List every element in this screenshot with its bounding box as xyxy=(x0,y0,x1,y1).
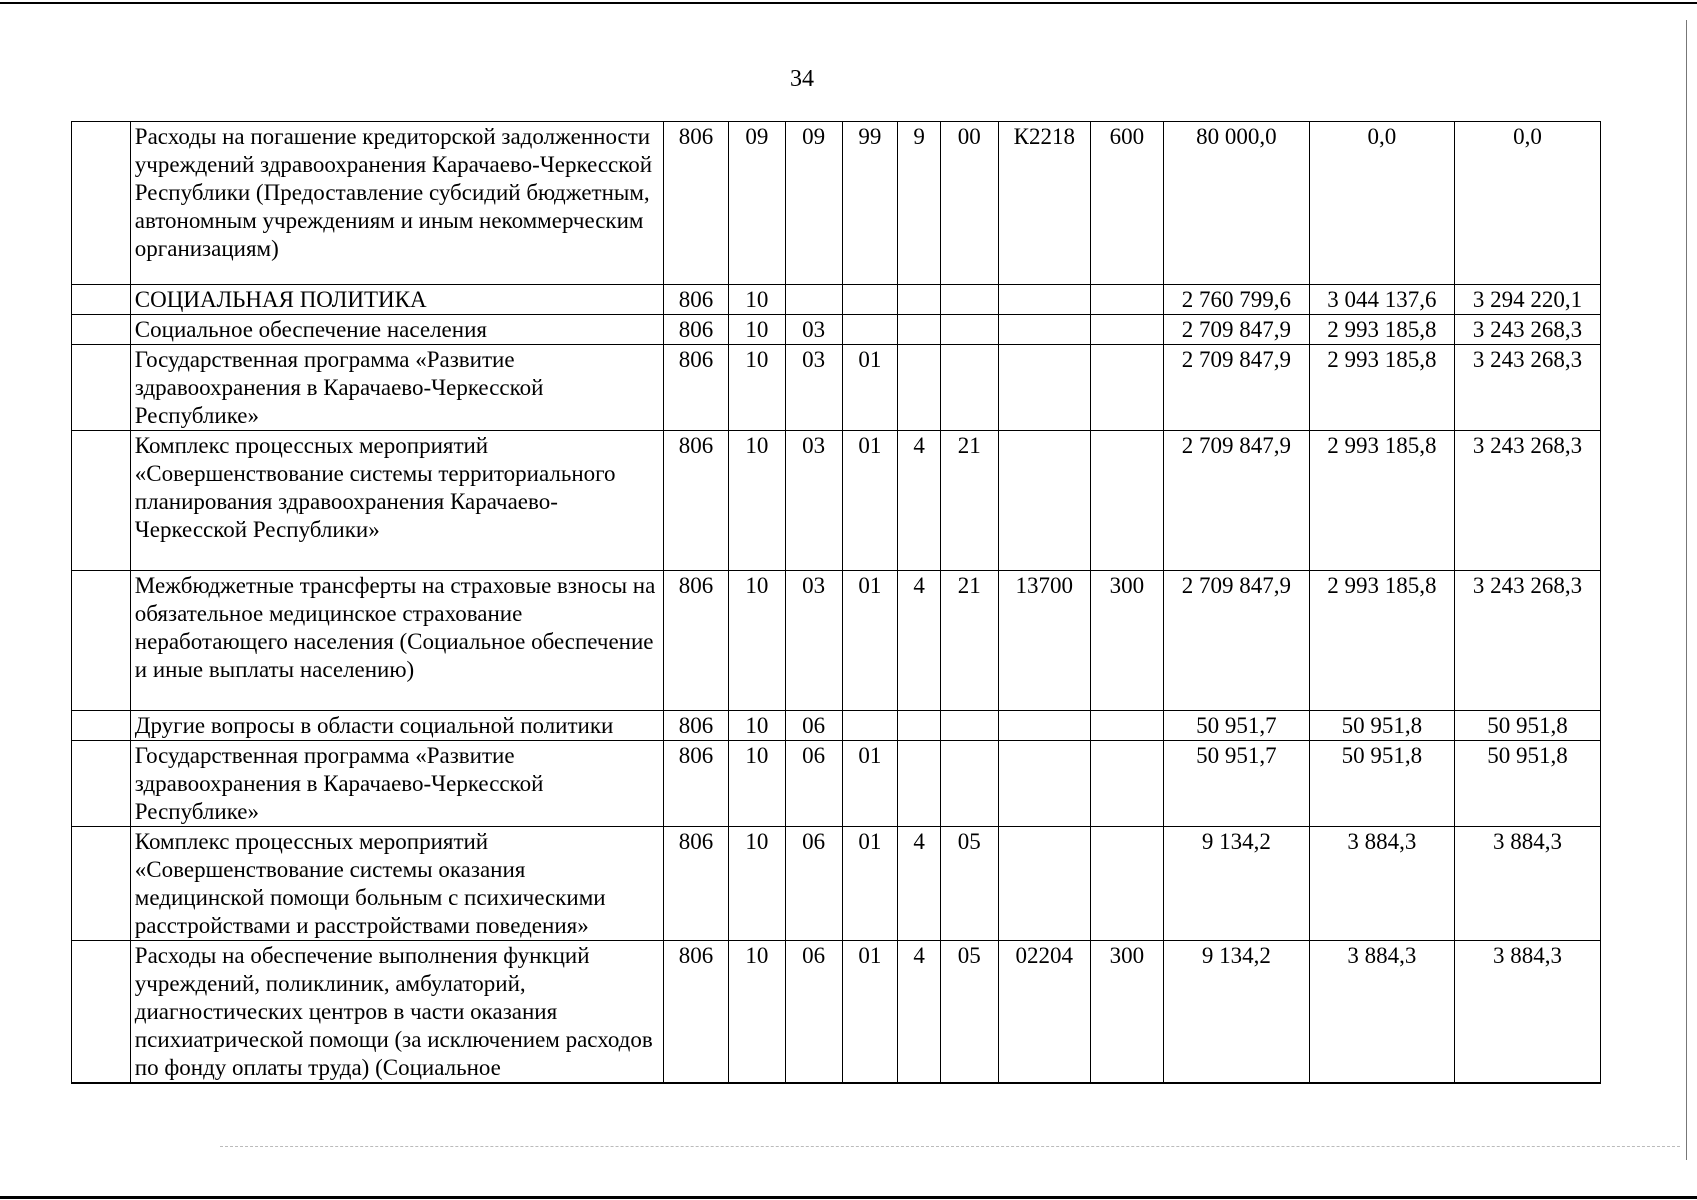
budget-table xyxy=(71,121,1601,1084)
table-row xyxy=(72,941,1601,1084)
amount-year1-cell: 2 709 847,9 xyxy=(1163,315,1309,345)
table-row xyxy=(72,122,1601,285)
program-code-cell xyxy=(842,285,898,315)
subprogram-code-cell: 21 xyxy=(940,431,998,571)
amount-year3-cell: 3 243 268,3 xyxy=(1454,345,1600,431)
section-code-cell: 10 xyxy=(729,571,786,711)
expense-type-code-cell xyxy=(1090,431,1163,571)
section-code-cell: 10 xyxy=(729,711,786,741)
amount-year3-cell: 3 294 220,1 xyxy=(1454,285,1600,315)
table-row xyxy=(72,741,1601,827)
row-number-cell xyxy=(72,711,131,741)
expense-type-code-cell: 300 xyxy=(1090,571,1163,711)
table-row xyxy=(72,431,1601,571)
program-code-cell: 01 xyxy=(842,571,898,711)
amount-year2-cell: 2 993 185,8 xyxy=(1309,571,1454,711)
table-row xyxy=(72,285,1601,315)
program-type-code-cell: 4 xyxy=(898,941,941,1084)
row-name-cell: Государственная программа «Развитие здравоохранения в Карачаево-Черкесской Республике» xyxy=(130,741,663,827)
subprogram-code-cell: 05 xyxy=(940,941,998,1084)
page-top-border xyxy=(0,2,1697,4)
subsection-code-cell: 03 xyxy=(785,431,842,571)
amount-year3-cell: 3 884,3 xyxy=(1454,941,1600,1084)
program-code-cell xyxy=(842,315,898,345)
subsection-code-cell: 06 xyxy=(785,741,842,827)
program-code-cell: 01 xyxy=(842,431,898,571)
section-code-cell: 09 xyxy=(729,122,786,285)
amount-year2-cell: 3 884,3 xyxy=(1309,827,1454,941)
amount-year3-cell: 50 951,8 xyxy=(1454,741,1600,827)
ved-code-cell: 806 xyxy=(664,827,729,941)
amount-year1-cell: 9 134,2 xyxy=(1163,941,1309,1084)
amount-year1-cell: 9 134,2 xyxy=(1163,827,1309,941)
expense-type-code-cell: 300 xyxy=(1090,941,1163,1084)
row-number-cell xyxy=(72,285,131,315)
subsection-code-cell: 06 xyxy=(785,941,842,1084)
program-type-code-cell xyxy=(898,741,941,827)
amount-year1-cell: 2 709 847,9 xyxy=(1163,571,1309,711)
subprogram-code-cell xyxy=(940,345,998,431)
program-type-code-cell xyxy=(898,285,941,315)
row-name-cell: Комплекс процессных мероприятий «Совершенствование системы оказания медицинской помощи больным с психическими расстройствами и расстройствами поведения» xyxy=(130,827,663,941)
amount-year3-cell: 50 951,8 xyxy=(1454,711,1600,741)
section-code-cell: 10 xyxy=(729,345,786,431)
row-number-cell xyxy=(72,741,131,827)
amount-year2-cell: 50 951,8 xyxy=(1309,741,1454,827)
section-code-cell: 10 xyxy=(729,285,786,315)
table-row xyxy=(72,571,1601,711)
budget-table-body xyxy=(72,122,1601,1084)
expense-type-code-cell xyxy=(1090,827,1163,941)
row-number-cell xyxy=(72,941,131,1084)
subprogram-code-cell: 21 xyxy=(940,571,998,711)
scan-artifact-line xyxy=(220,1146,1680,1147)
table-row xyxy=(72,315,1601,345)
page-right-edge xyxy=(1686,20,1687,1160)
subprogram-code-cell xyxy=(940,285,998,315)
row-number-cell xyxy=(72,431,131,571)
direction-code-cell xyxy=(998,711,1090,741)
row-name-cell: СОЦИАЛЬНАЯ ПОЛИТИКА xyxy=(130,285,663,315)
amount-year2-cell: 3 044 137,6 xyxy=(1309,285,1454,315)
page-number: 34 xyxy=(790,66,814,92)
subprogram-code-cell: 00 xyxy=(940,122,998,285)
row-number-cell xyxy=(72,571,131,711)
program-code-cell: 01 xyxy=(842,827,898,941)
amount-year2-cell: 0,0 xyxy=(1309,122,1454,285)
subsection-code-cell: 03 xyxy=(785,571,842,711)
amount-year3-cell: 0,0 xyxy=(1454,122,1600,285)
ved-code-cell: 806 xyxy=(664,431,729,571)
direction-code-cell: 13700 xyxy=(998,571,1090,711)
subprogram-code-cell xyxy=(940,711,998,741)
amount-year3-cell: 3 243 268,3 xyxy=(1454,571,1600,711)
amount-year2-cell: 3 884,3 xyxy=(1309,941,1454,1084)
direction-code-cell: К2218 xyxy=(998,122,1090,285)
ved-code-cell: 806 xyxy=(664,941,729,1084)
direction-code-cell xyxy=(998,431,1090,571)
program-code-cell: 99 xyxy=(842,122,898,285)
row-number-cell xyxy=(72,345,131,431)
program-type-code-cell: 4 xyxy=(898,571,941,711)
amount-year1-cell: 2 709 847,9 xyxy=(1163,431,1309,571)
amount-year1-cell: 80 000,0 xyxy=(1163,122,1309,285)
row-name-cell: Социальное обеспечение населения xyxy=(130,315,663,345)
subsection-code-cell: 06 xyxy=(785,827,842,941)
amount-year1-cell: 2 760 799,6 xyxy=(1163,285,1309,315)
expense-type-code-cell xyxy=(1090,741,1163,827)
program-code-cell: 01 xyxy=(842,741,898,827)
section-code-cell: 10 xyxy=(729,431,786,571)
subsection-code-cell xyxy=(785,285,842,315)
section-code-cell: 10 xyxy=(729,741,786,827)
program-code-cell: 01 xyxy=(842,941,898,1084)
row-number-cell xyxy=(72,827,131,941)
row-number-cell xyxy=(72,315,131,345)
table-row xyxy=(72,345,1601,431)
ved-code-cell: 806 xyxy=(664,285,729,315)
ved-code-cell: 806 xyxy=(664,315,729,345)
row-name-cell: Комплекс процессных мероприятий «Совершенствование системы территориального планирования здравоохранения Карачаево-Черкесской Республики» xyxy=(130,431,663,571)
amount-year2-cell: 50 951,8 xyxy=(1309,711,1454,741)
row-name-cell: Расходы на погашение кредиторской задолженности учреждений здравоохранения Карачаево-Черкесской Республики (Предоставление субсидий бюджетным, автономным учреждениям и иным некоммерческим организациям) xyxy=(130,122,663,285)
direction-code-cell xyxy=(998,285,1090,315)
amount-year2-cell: 2 993 185,8 xyxy=(1309,315,1454,345)
program-type-code-cell: 9 xyxy=(898,122,941,285)
subsection-code-cell: 06 xyxy=(785,711,842,741)
section-code-cell: 10 xyxy=(729,315,786,345)
section-code-cell: 10 xyxy=(729,827,786,941)
amount-year3-cell: 3 243 268,3 xyxy=(1454,431,1600,571)
expense-type-code-cell xyxy=(1090,285,1163,315)
page-bottom-border xyxy=(0,1196,1697,1199)
expense-type-code-cell xyxy=(1090,345,1163,431)
ved-code-cell: 806 xyxy=(664,741,729,827)
subprogram-code-cell xyxy=(940,315,998,345)
expense-type-code-cell xyxy=(1090,315,1163,345)
table-row xyxy=(72,827,1601,941)
subprogram-code-cell xyxy=(940,741,998,827)
program-type-code-cell xyxy=(898,711,941,741)
program-type-code-cell xyxy=(898,315,941,345)
program-type-code-cell: 4 xyxy=(898,431,941,571)
section-code-cell: 10 xyxy=(729,941,786,1084)
row-name-cell: Межбюджетные трансферты на страховые взносы на обязательное медицинское страхование неработающего населения (Социальное обеспечение и иные выплаты населению) xyxy=(130,571,663,711)
direction-code-cell xyxy=(998,741,1090,827)
program-code-cell: 01 xyxy=(842,345,898,431)
expense-type-code-cell: 600 xyxy=(1090,122,1163,285)
row-name-cell: Государственная программа «Развитие здравоохранения в Карачаево-Черкесской Республике» xyxy=(130,345,663,431)
subsection-code-cell: 09 xyxy=(785,122,842,285)
amount-year2-cell: 2 993 185,8 xyxy=(1309,345,1454,431)
program-code-cell xyxy=(842,711,898,741)
expense-type-code-cell xyxy=(1090,711,1163,741)
amount-year1-cell: 2 709 847,9 xyxy=(1163,345,1309,431)
program-type-code-cell xyxy=(898,345,941,431)
amount-year3-cell: 3 884,3 xyxy=(1454,827,1600,941)
row-name-cell: Расходы на обеспечение выполнения функций учреждений, поликлиник, амбулаторий, диагностических центров в части оказания психиатрической помощи (за исключением расходов по фонду оплаты труда) (Социальное xyxy=(130,941,663,1084)
program-type-code-cell: 4 xyxy=(898,827,941,941)
amount-year1-cell: 50 951,7 xyxy=(1163,741,1309,827)
ved-code-cell: 806 xyxy=(664,571,729,711)
direction-code-cell xyxy=(998,345,1090,431)
row-name-cell: Другие вопросы в области социальной политики xyxy=(130,711,663,741)
direction-code-cell: 02204 xyxy=(998,941,1090,1084)
ved-code-cell: 806 xyxy=(664,345,729,431)
amount-year2-cell: 2 993 185,8 xyxy=(1309,431,1454,571)
subprogram-code-cell: 05 xyxy=(940,827,998,941)
ved-code-cell: 806 xyxy=(664,122,729,285)
direction-code-cell xyxy=(998,315,1090,345)
subsection-code-cell: 03 xyxy=(785,345,842,431)
row-number-cell xyxy=(72,122,131,285)
subsection-code-cell: 03 xyxy=(785,315,842,345)
ved-code-cell: 806 xyxy=(664,711,729,741)
amount-year3-cell: 3 243 268,3 xyxy=(1454,315,1600,345)
table-row xyxy=(72,711,1601,741)
direction-code-cell xyxy=(998,827,1090,941)
amount-year1-cell: 50 951,7 xyxy=(1163,711,1309,741)
